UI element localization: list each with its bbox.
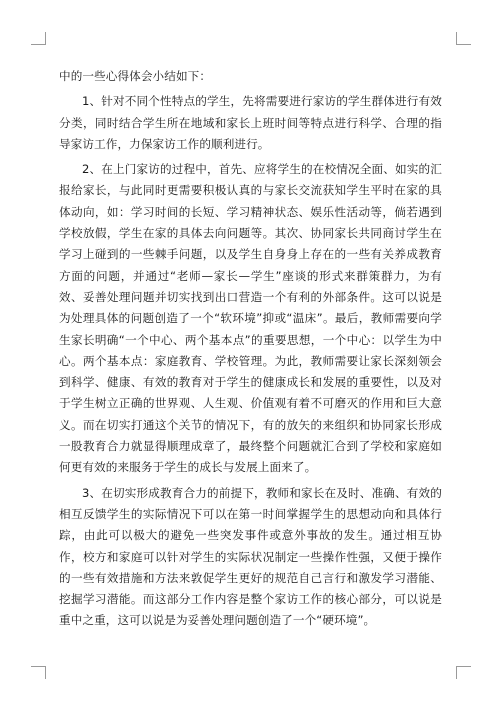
paragraph-point-1: 1、针对不同个性特点的学生，先将需要进行家访的学生群体进行有效分类，同时结合学生所在地域和家长上班时间等特点进行科学、合理的指导家访工作，力保家访工作的顺利进行。 [59,94,442,151]
crop-mark-top-left [31,32,46,45]
paragraph-intro: 中的一些心得体会小结如下： [59,69,212,83]
crop-mark-top-right [456,32,471,45]
document-body [59,66,442,632]
crop-mark-bottom-right [456,666,471,679]
paragraph-point-2: 2、在上门家访的过程中，首先、应将学生的在校情况全面、如实的汇报给家长，与此同时更需要积极认真的与家长交流获知学生平时在家的具体动向，如：学习时间的长短、学习精神状态、娱乐性活动等，倘若遇到学校放假，学生在家的具体去向问题等。其次、协同家长共同商讨学生在学习上碰到的一些棘手问题，以及学生自身身上存在的一些有关养成教育方面的问题，并通过“老师—家长—学生”座谈的形式来群策群力，为有效、妥善处理问题并切实找到出口营造一个有利的外部条件。这可以说是为处理具体的问题创造了一个“软环境”抑或“温床”。最后，教师需要向学生家长明确“一个中心、两个基本点”的重要思想，一个中心：以学生为中心。两个基本点：家庭教育、学校管理。为此，教师需要让家长深刻领会到科学、健康、有效的教育对于学生的健康成长和发展的重要性，以及对于学生树立正确的世界观、人生观、价值观有着不可磨灭的作用和巨大意义。而在切实打通这个关节的情况下，有的放矢的来组织和协同家长形成一股教育合力就显得顺理成章了，最终整个问题就汇合到了学校和家庭如何更有效的来服务于学生的成长与发展上面来了。 [59,162,442,475]
crop-mark-bottom-left [31,666,46,679]
paragraph-point-3: 3、在切实形成教育合力的前提下，教师和家长在及时、准确、有效的相互反馈学生的实际情况下可以在第一时间掌握学生的思想动向和具体行踪，由此可以极大的避免一些突发事件或意外事故的发生。通过相互协作，校方和家庭可以针对学生的实际状况制定一些操作性强，又便于操作的一些有效措施和方法来敦促学生更好的规范自己言行和激发学习潜能、挖掘学习潜能。而这部分工作内容是整个家访工作的核心部分，可以说是重中之重，这可以说是为妥善处理问题创造了一个“硬环境”。 [59,485,442,628]
